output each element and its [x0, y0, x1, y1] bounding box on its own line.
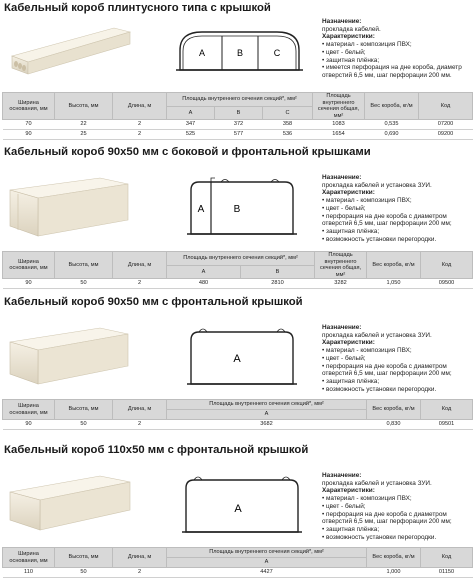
cell-code: 09501: [421, 420, 473, 430]
header-section-area: Площадь внутреннего сечения секций*, мм²: [167, 252, 315, 266]
characteristics-heading: Характеристики:: [322, 339, 375, 347]
section-label-b: B: [233, 204, 241, 215]
cross-section-diagram-3: [185, 326, 300, 388]
header-height: Высота, мм: [55, 93, 113, 120]
section-1-title: Кабельный короб плинтусного типа с крышкой: [4, 2, 271, 14]
section-label-b: B: [236, 48, 244, 58]
header-length: Длина, м: [113, 548, 167, 568]
cell-weight: 1,000: [367, 568, 421, 578]
cell-height: 22: [55, 120, 113, 130]
cell-area-c: 358: [263, 120, 313, 130]
section-1-description: [322, 18, 472, 80]
header-section-b: B: [241, 265, 315, 279]
cell-total: 1654: [313, 130, 365, 140]
spec-table-4: [2, 547, 473, 578]
cell-width: 90: [3, 130, 55, 140]
cell-total: 1083: [313, 120, 365, 130]
header-section-area: Площадь внутреннего сечения секций*, мм²: [167, 93, 313, 107]
header-section-area: Площадь внутреннего сечения секций*, мм²: [167, 548, 367, 558]
characteristic-item: • цвет - белый;: [322, 502, 366, 510]
header-width: Ширина основания, мм: [3, 252, 55, 279]
section-label-a: A: [198, 48, 206, 58]
cell-code: 01150: [421, 568, 473, 578]
cell-area-b: 2810: [241, 279, 315, 289]
cell-length: 2: [113, 279, 167, 289]
header-section-a: A: [167, 410, 367, 420]
product-photo-wide-duct-front-cover: [4, 470, 134, 538]
cell-code: 07200: [419, 120, 473, 130]
header-length: Длина, м: [113, 252, 167, 279]
characteristic-item: • возможность установки перегородки.: [322, 235, 437, 243]
header-weight: Вес короба, кг/м: [367, 400, 421, 420]
characteristic-item: • защитная плёнка;: [322, 377, 380, 385]
characteristic-item: • цвет - белый;: [322, 354, 366, 362]
header-length: Длина, м: [113, 400, 167, 420]
product-photo-baseboard-duct: [4, 22, 134, 78]
characteristics-heading: Характеристики:: [322, 487, 375, 495]
spec-table-3: [2, 399, 473, 430]
characteristic-item: • возможность установки перегородки.: [322, 533, 437, 541]
table-row: [3, 120, 473, 130]
cell-width: 70: [3, 120, 55, 130]
cross-section-diagram-1: [172, 26, 307, 76]
header-weight: Вес короба, кг/м: [365, 93, 419, 120]
header-code: Код: [421, 548, 473, 568]
characteristic-item: • материал - композиция ПВХ;: [322, 495, 412, 503]
header-section-a: A: [167, 106, 215, 120]
cell-area-a: 347: [167, 120, 215, 130]
header-section-c: C: [263, 106, 313, 120]
characteristic-item: • перфорация на дне короба с диаметром отверстий 6,5 мм, шаг перфорации 200 мм;: [322, 362, 452, 378]
cell-area-b: 577: [215, 130, 263, 140]
header-weight: Вес короба, кг/м: [367, 252, 421, 279]
purpose-text: прокладка кабелей и установка ЗУИ.: [322, 479, 432, 487]
characteristic-item: • цвет - белый;: [322, 204, 366, 212]
cell-length: 2: [113, 130, 167, 140]
cell-height: 50: [55, 568, 113, 578]
characteristic-item: • перфорация на дне короба с диаметром отверстий 6,5 мм, шаг перфорации 200 мм;: [322, 510, 452, 526]
cell-area-a: 4427: [167, 568, 367, 578]
characteristics-heading: Характеристики:: [322, 33, 375, 41]
section-label-c: C: [273, 48, 281, 58]
characteristic-item: • материал - композиция ПВХ;: [322, 347, 412, 355]
product-photo-duct-side-front-cover: [4, 172, 134, 246]
header-code: Код: [419, 93, 473, 120]
purpose-heading: Назначение:: [322, 324, 362, 331]
section-3-title: Кабельный короб 90х50 мм с фронтальной крышкой: [4, 296, 303, 308]
cell-area-c: 536: [263, 130, 313, 140]
header-section-b: B: [215, 106, 263, 120]
header-width: Ширина основания, мм: [3, 93, 55, 120]
table-row: [3, 568, 473, 578]
table-row: [3, 279, 473, 289]
header-section-a: A: [167, 265, 241, 279]
cell-weight: 0,535: [365, 120, 419, 130]
cell-code: 09200: [419, 130, 473, 140]
cell-width: 90: [3, 279, 55, 289]
characteristic-item: • материал - композиция ПВХ;: [322, 41, 412, 49]
header-code: Код: [421, 252, 473, 279]
characteristic-item: • цвет - белый;: [322, 48, 366, 56]
spec-table-1: [2, 92, 473, 140]
section-label-a: A: [197, 204, 205, 215]
cell-weight: 0,830: [367, 420, 421, 430]
header-section-area: Площадь внутреннего сечения секций*, мм²: [167, 400, 367, 410]
cell-width: 90: [3, 420, 55, 430]
section-3-description: [322, 324, 472, 393]
header-length: Длина, м: [113, 93, 167, 120]
characteristic-item: • защитная плёнка;: [322, 56, 380, 64]
header-section-a: A: [167, 558, 367, 568]
cell-total: 3282: [315, 279, 367, 289]
purpose-heading: Назначение:: [322, 18, 362, 25]
table-row: [3, 130, 473, 140]
purpose-text: прокладка кабелей и установка ЗУИ.: [322, 181, 432, 189]
product-photo-duct-front-cover: [4, 322, 134, 390]
cell-width: 110: [3, 568, 55, 578]
cell-height: 50: [55, 279, 113, 289]
table-row: [3, 420, 473, 430]
characteristic-item: • имеется перфорация на дне короба, диаметр отверстий 6,5 мм, шаг перфорации 200 мм.: [322, 64, 462, 79]
cell-length: 2: [113, 420, 167, 430]
cell-height: 25: [55, 130, 113, 140]
section-4-description: [322, 472, 472, 541]
header-code: Код: [421, 400, 473, 420]
cell-length: 2: [113, 120, 167, 130]
cell-height: 50: [55, 420, 113, 430]
purpose-text: прокладка кабелей и установка ЗУИ.: [322, 331, 432, 339]
cell-weight: 1,050: [367, 279, 421, 289]
characteristic-item: • перфорация на дне короба с диаметром отверстий 6,5 мм, шаг перфорации 200 мм;: [322, 212, 452, 228]
purpose-heading: Назначение:: [322, 472, 362, 479]
header-width: Ширина основания, мм: [3, 400, 55, 420]
spec-table-2: [2, 251, 473, 289]
header-height: Высота, мм: [55, 400, 113, 420]
purpose-heading: Назначение:: [322, 174, 362, 181]
cell-area-a: 3682: [167, 420, 367, 430]
characteristic-item: • защитная плёнка;: [322, 525, 380, 533]
characteristic-item: • защитная плёнка;: [322, 227, 380, 235]
cell-code: 09500: [421, 279, 473, 289]
header-height: Высота, мм: [55, 252, 113, 279]
section-2-title: Кабельный короб 90х50 мм с боковой и фронтальной крышками: [4, 146, 371, 158]
cell-weight: 0,690: [365, 130, 419, 140]
characteristics-heading: Характеристики:: [322, 189, 375, 197]
section-4-title: Кабельный короб 110х50 мм с фронтальной крышкой: [4, 444, 309, 456]
header-weight: Вес короба, кг/м: [367, 548, 421, 568]
characteristic-item: • материал - композиция ПВХ;: [322, 197, 412, 205]
characteristic-item: • возможность установки перегородки.: [322, 385, 437, 393]
cell-area-a: 525: [167, 130, 215, 140]
section-label-a: A: [233, 353, 241, 365]
section-2-description: [322, 174, 472, 243]
cell-area-a: 480: [167, 279, 241, 289]
cell-length: 2: [113, 568, 167, 578]
purpose-text: прокладка кабелей.: [322, 25, 381, 33]
cell-area-b: 372: [215, 120, 263, 130]
header-height: Высота, мм: [55, 548, 113, 568]
cross-section-diagram-4: [180, 474, 305, 536]
cross-section-diagram-2: [185, 176, 300, 238]
section-label-a: A: [234, 503, 242, 515]
header-total-area: Площадь внутреннего сечения общая, мм²: [315, 252, 367, 279]
header-total-area: Площадь внутреннего сечения общая, мм²: [313, 93, 365, 120]
header-width: Ширина основания, мм: [3, 548, 55, 568]
